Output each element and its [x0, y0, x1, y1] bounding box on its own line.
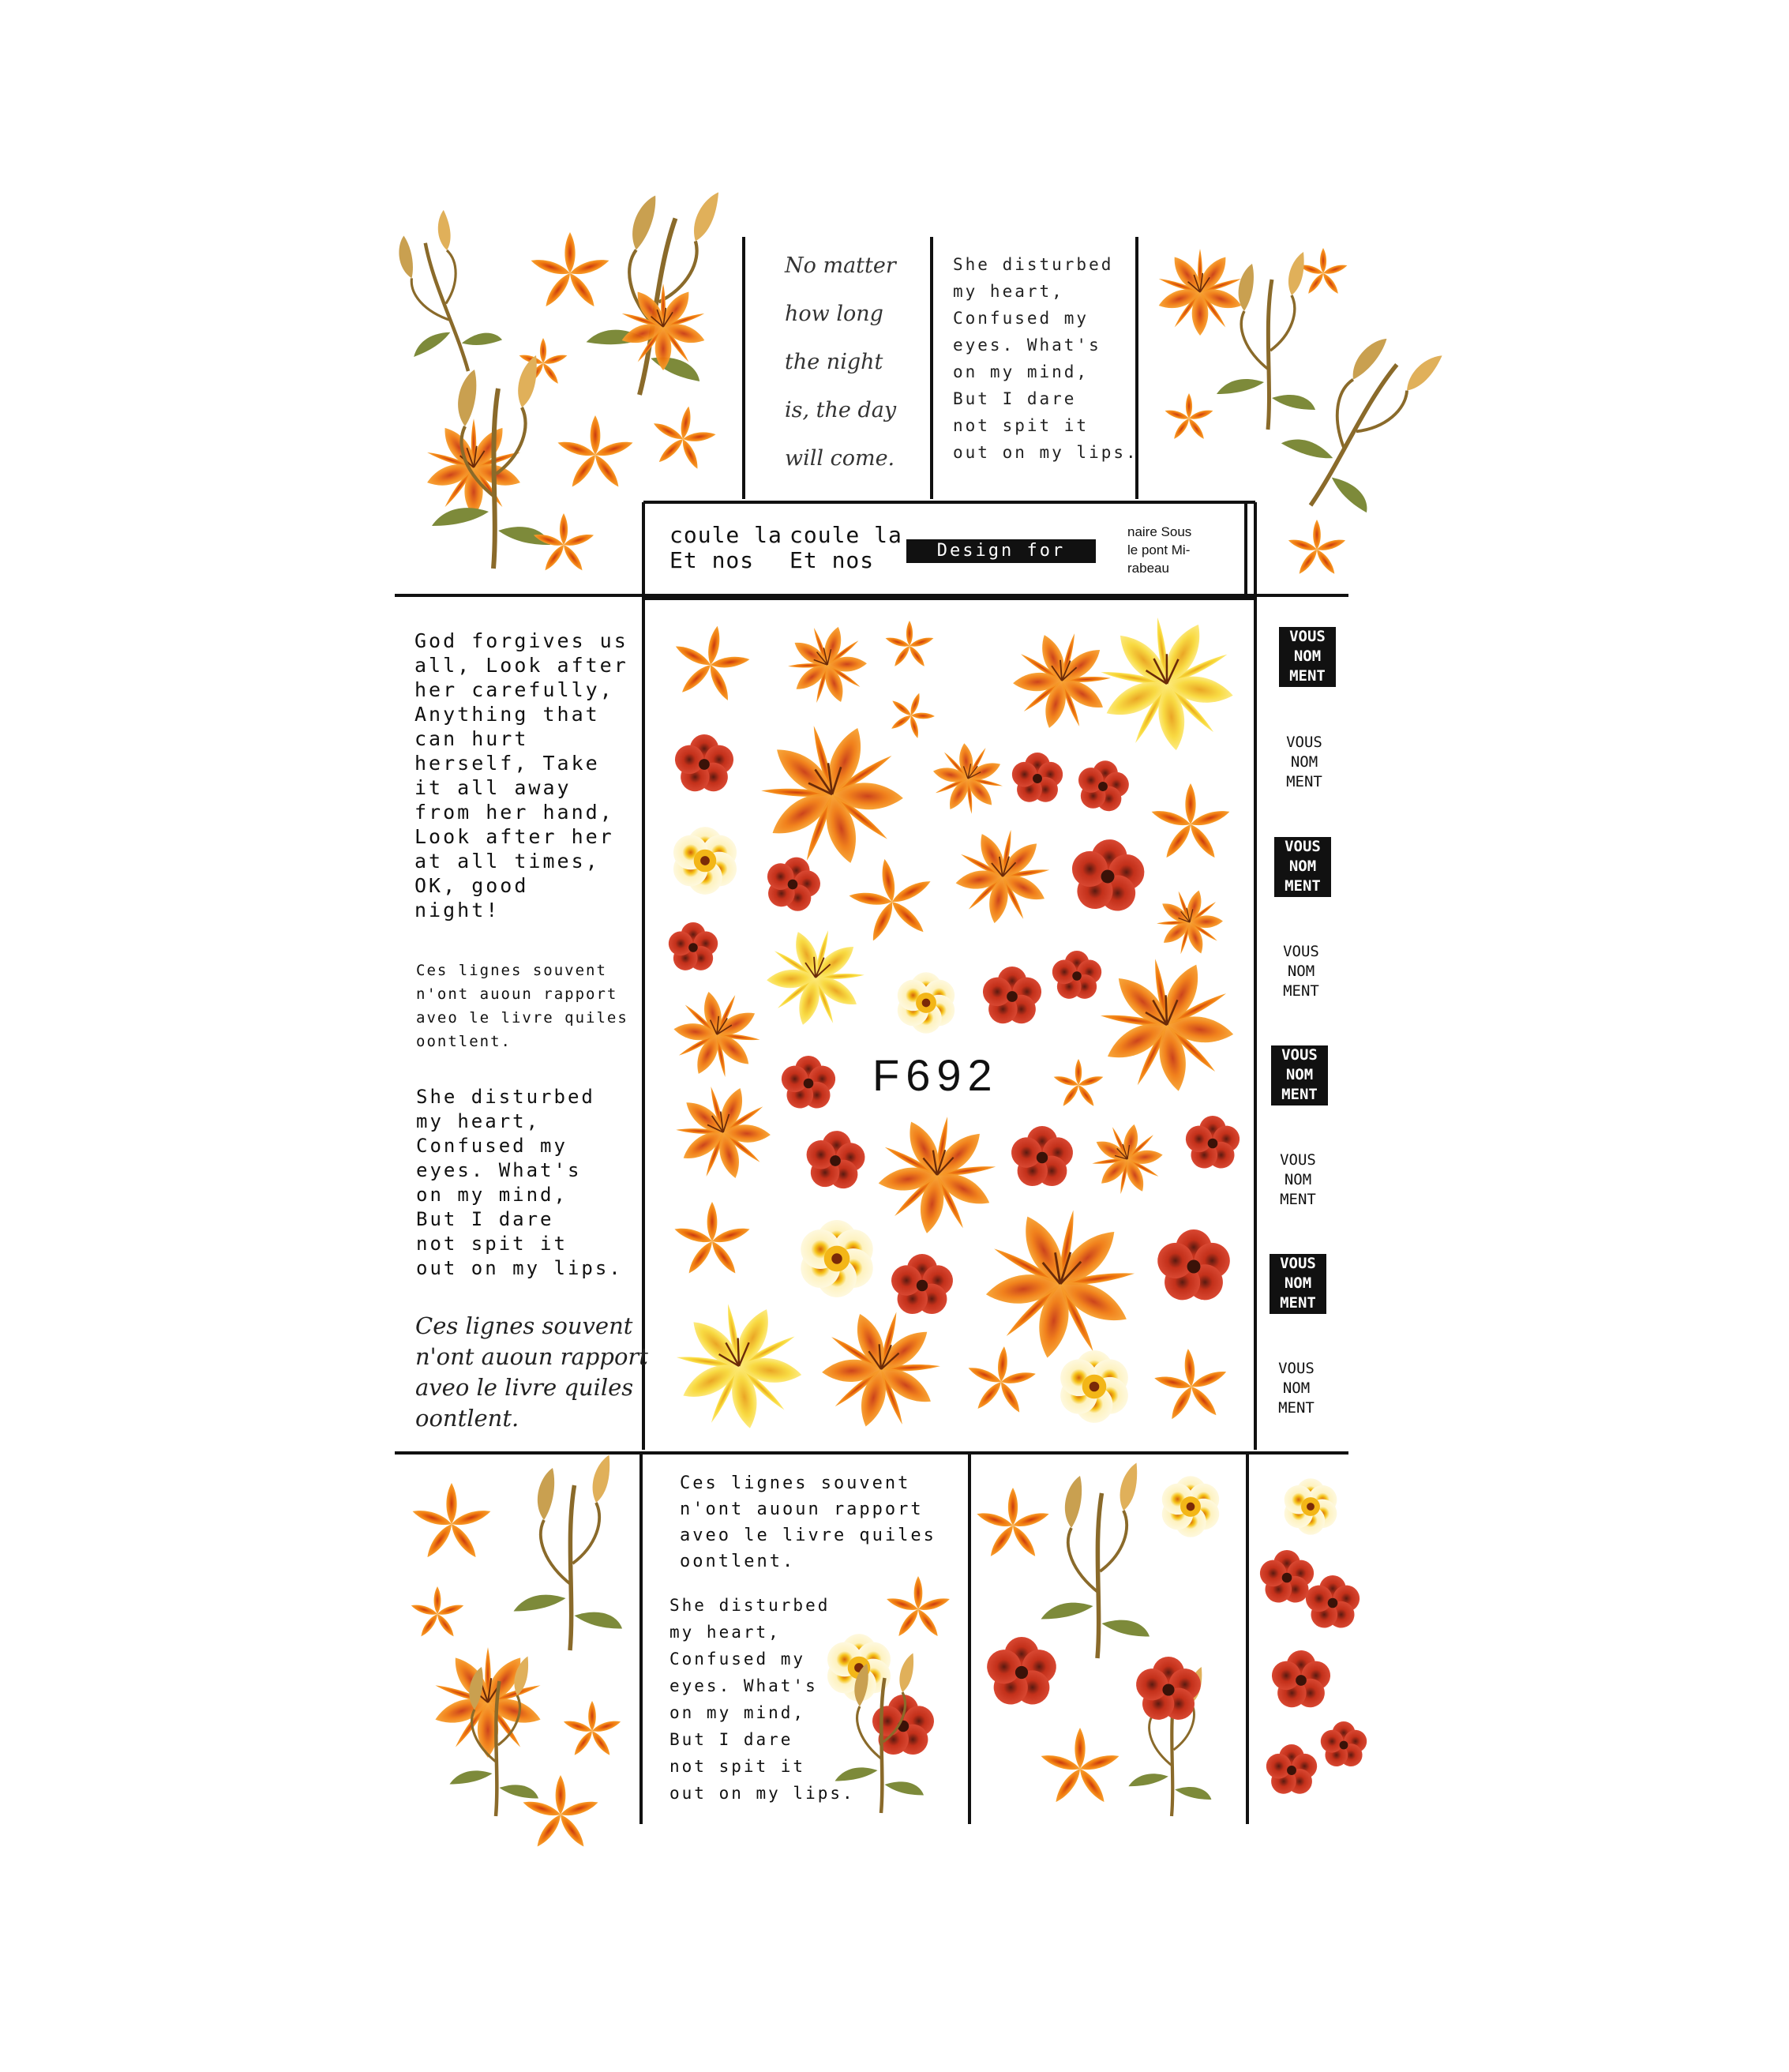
orange-lily-sticker — [1147, 880, 1232, 965]
orange-star-flower-sticker — [1164, 393, 1213, 441]
vous-label-1: VOUS NOM MENT — [1279, 627, 1336, 687]
lily-stem-sticker — [579, 175, 733, 405]
left-paragraph-4: Ces lignes souvent n'ont auoun rapport aveo le livre quiles oontlent. — [415, 1312, 648, 1432]
red-blossom-sticker — [1007, 1126, 1077, 1192]
orange-star-flower-sticker — [975, 1488, 1050, 1559]
header-coule-la-1: coule la Et nos — [669, 522, 782, 573]
white-daisy-sticker — [1157, 1476, 1225, 1537]
red-blossom-sticker — [887, 1254, 957, 1320]
orange-lily-sticker — [620, 283, 707, 370]
vous-label-8: VOUS NOM MENT — [1278, 1360, 1315, 1417]
orange-star-flower-sticker — [1298, 248, 1348, 295]
orange-star-flower-sticker — [666, 619, 756, 706]
header-small-text: naire Sous le pont Mi- rabeau — [1127, 524, 1192, 576]
red-blossom-sticker — [983, 1637, 1061, 1711]
orange-lily-sticker — [868, 1106, 1006, 1244]
orange-star-flower-sticker — [673, 1202, 751, 1276]
yellow-lily-sticker — [666, 1293, 813, 1440]
orange-star-flower-sticker — [842, 851, 941, 947]
white-daisy-sticker — [667, 827, 743, 895]
yellow-lily-sticker — [756, 918, 876, 1038]
vous-label-6: VOUS NOM MENT — [1280, 1151, 1316, 1208]
left-paragraph-1: God forgives us all, Look after her carefully, Anything that can hurt herself, Take it all away from her hand, Look after her at all times, OK, good night! — [414, 629, 628, 922]
red-blossom-sticker — [778, 1056, 839, 1113]
orange-star-flower-sticker — [963, 1343, 1039, 1416]
orange-star-flower-sticker — [884, 621, 934, 668]
red-blossom-sticker — [1049, 951, 1105, 1004]
orange-star-flower-sticker — [521, 1775, 599, 1849]
left-paragraph-2: Ces lignes souvent n'ont auoun rapport aveo le livre quiles oontlent. — [416, 962, 628, 1050]
vous-label-5: VOUS NOM MENT — [1271, 1045, 1328, 1105]
left-paragraph-3: She disturbed my heart, Confused my eyes. What's on my mind, But I dare not spit it out on my lips. — [416, 1086, 623, 1279]
red-blossom-sticker — [756, 850, 829, 922]
orange-lily-sticker — [919, 730, 1017, 827]
lily-stem-sticker — [1217, 252, 1315, 430]
top-text: She disturbed my heart, Confused my eyes. What's on my mind, But I dare not spit it out on my lips. — [953, 255, 1138, 462]
lily-stem-sticker — [514, 1455, 623, 1651]
red-blossom-sticker — [666, 922, 721, 975]
orange-lily-sticker — [658, 977, 774, 1093]
red-blossom-sticker — [671, 734, 737, 797]
design-for-nail-badge: Design for nail — [906, 539, 1096, 563]
orange-star-flower-sticker — [1287, 520, 1346, 576]
orange-lily-sticker — [744, 708, 920, 882]
orange-star-flower-sticker — [410, 1586, 464, 1638]
orange-star-flower-sticker — [885, 1576, 951, 1638]
vous-label-7: VOUS NOM MENT — [1270, 1254, 1326, 1314]
orange-lily-sticker — [665, 1074, 782, 1190]
vous-label-3: VOUS NOM MENT — [1274, 837, 1331, 897]
orange-lily-sticker — [1089, 947, 1245, 1102]
orange-lily-sticker — [424, 419, 523, 516]
orange-lily-sticker — [808, 1297, 954, 1442]
vous-label-4: VOUS NOM MENT — [1283, 943, 1319, 1000]
orange-star-flower-sticker — [1150, 783, 1231, 861]
orange-lily-sticker — [1080, 1112, 1175, 1207]
bottom-paragraph-1: Ces lignes souvent n'ont auoun rapport aveo le livre quiles oontlent. — [680, 1473, 936, 1571]
orange-lily-sticker — [776, 614, 878, 715]
orange-star-flower-sticker — [562, 1701, 621, 1758]
orange-star-flower-sticker — [1150, 1346, 1232, 1423]
orange-lily-sticker — [947, 821, 1058, 931]
orange-star-flower-sticker — [411, 1483, 492, 1560]
header-coule-la-2: coule la Et nos — [789, 522, 902, 573]
top-poem: No matter how long the night is, the day will come. — [785, 253, 897, 471]
orange-star-flower-sticker — [1052, 1059, 1104, 1108]
lily-stem-sticker — [370, 206, 508, 387]
red-blossom-sticker — [1263, 1744, 1321, 1799]
red-blossom-sticker — [800, 1128, 871, 1196]
orange-star-flower-sticker — [529, 232, 610, 310]
white-daisy-sticker — [1054, 1350, 1135, 1423]
orange-star-flower-sticker — [646, 400, 722, 473]
orange-star-flower-sticker — [556, 415, 634, 490]
lily-stem-sticker — [1262, 308, 1453, 531]
red-blossom-sticker — [868, 1695, 938, 1761]
red-blossom-sticker — [1318, 1721, 1370, 1771]
white-daisy-sticker — [1279, 1478, 1342, 1534]
white-daisy-sticker — [892, 972, 961, 1034]
red-blossom-sticker — [1303, 1575, 1363, 1633]
bottom-paragraph-2: She disturbed my heart, Confused my eyes. What's on my mind, But I dare not spit it out on my lips. — [669, 1596, 855, 1803]
red-blossom-sticker — [1183, 1116, 1243, 1173]
red-blossom-sticker — [1063, 836, 1152, 921]
vous-label-2: VOUS NOM MENT — [1286, 734, 1322, 790]
orange-lily-sticker — [1157, 249, 1244, 336]
red-blossom-sticker — [1009, 753, 1067, 807]
orange-lily-sticker — [973, 1197, 1148, 1371]
white-daisy-sticker — [793, 1220, 880, 1297]
sheet-code: F692 — [872, 1050, 999, 1100]
yellow-lily-sticker — [1090, 608, 1243, 760]
red-blossom-sticker — [1268, 1650, 1334, 1713]
lily-stem-sticker — [1041, 1463, 1150, 1659]
red-blossom-sticker — [1070, 756, 1135, 820]
orange-star-flower-sticker — [1039, 1728, 1120, 1805]
orange-lily-sticker — [1002, 621, 1123, 741]
red-blossom-sticker — [1153, 1229, 1234, 1307]
red-blossom-sticker — [979, 967, 1045, 1029]
orange-star-flower-sticker — [882, 685, 941, 743]
